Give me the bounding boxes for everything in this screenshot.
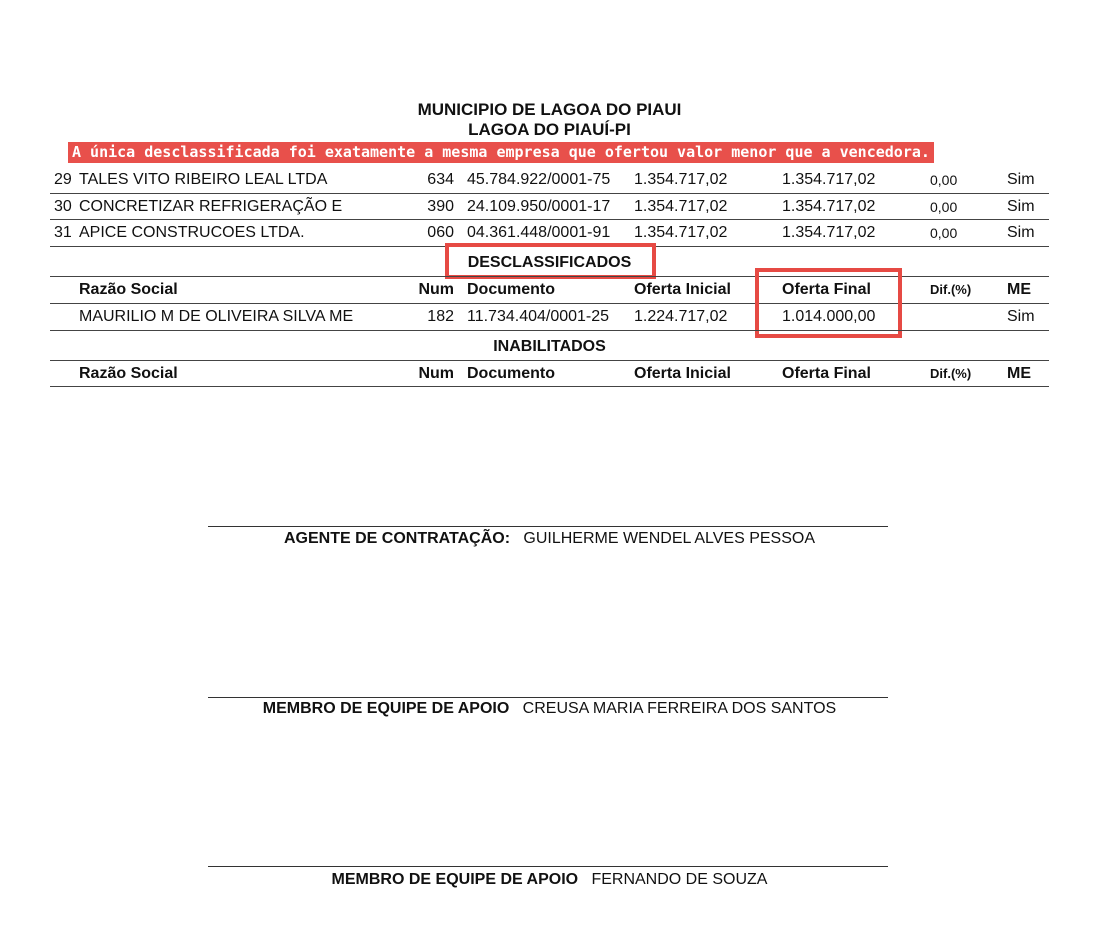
- header-razao-social: Razão Social: [79, 281, 178, 298]
- header-oferta-final: Oferta Final: [782, 365, 871, 382]
- row-position: 29: [54, 171, 72, 188]
- company-name: APICE CONSTRUCOES LTDA.: [79, 224, 305, 241]
- row-divider: [50, 330, 1049, 331]
- bid-number: 390: [427, 198, 454, 215]
- row-divider: [50, 219, 1049, 220]
- header-me: ME: [1007, 365, 1031, 382]
- table-row: [0, 305, 1099, 329]
- disqualified-section-title: DESCLASSIFICADOS: [467, 254, 632, 271]
- me-flag: Sim: [1007, 171, 1035, 188]
- signature-name: FERNANDO DE SOUZA: [591, 871, 768, 888]
- table-header-row: [0, 278, 1099, 302]
- difference-percent: 0,00: [930, 225, 958, 241]
- header-documento: Documento: [467, 281, 555, 298]
- header-dif: Dif.(%): [930, 366, 972, 381]
- bid-number: 182: [427, 308, 454, 325]
- signature-block: [0, 869, 1099, 891]
- initial-offer: 1.224.717,02: [634, 308, 728, 325]
- me-flag: Sim: [1007, 198, 1035, 215]
- header-documento: Documento: [467, 365, 555, 382]
- final-offer: 1.354.717,02: [782, 171, 876, 188]
- signature-block: [0, 698, 1099, 720]
- disabled-section-title: INABILITADOS: [493, 338, 606, 355]
- table-row: [0, 221, 1099, 245]
- section-divider: [50, 360, 1049, 361]
- initial-offer: 1.354.717,02: [634, 171, 728, 188]
- table-row: [0, 195, 1099, 219]
- row-position: 30: [54, 198, 72, 215]
- signature-role: MEMBRO DE EQUIPE DE APOIO: [331, 871, 579, 888]
- me-flag: Sim: [1007, 308, 1035, 325]
- company-name: MAURILIO M DE OLIVEIRA SILVA ME: [79, 308, 354, 325]
- table-header-row: [0, 362, 1099, 386]
- signature-name: CREUSA MARIA FERREIRA DOS SANTOS: [522, 700, 837, 717]
- difference-percent: 0,00: [930, 172, 958, 188]
- highlight-box-final-offer: [755, 268, 902, 338]
- signature-block: [0, 528, 1099, 550]
- header-oferta-inicial: Oferta Inicial: [634, 365, 731, 382]
- cnpj-document: 04.361.448/0001-91: [467, 224, 611, 241]
- cnpj-document: 45.784.922/0001-75: [467, 171, 611, 188]
- municipality-title: MUNICIPIO DE LAGOA DO PIAUI: [417, 100, 682, 119]
- signature-role: AGENTE DE CONTRATAÇÃO:: [283, 530, 511, 547]
- signature-line: [208, 526, 888, 527]
- initial-offer: 1.354.717,02: [634, 224, 728, 241]
- signature-name: GUILHERME WENDEL ALVES PESSOA: [523, 530, 816, 547]
- cnpj-document: 24.109.950/0001-17: [467, 198, 611, 215]
- header-oferta-inicial: Oferta Inicial: [634, 281, 731, 298]
- header-dif: Dif.(%): [930, 282, 972, 297]
- table-row: [0, 168, 1099, 192]
- cnpj-document: 11.734.404/0001-25: [467, 308, 610, 325]
- final-offer: 1.354.717,02: [782, 224, 876, 241]
- header-razao-social: Razão Social: [79, 365, 178, 382]
- row-divider: [50, 193, 1049, 194]
- bid-number: 634: [427, 171, 454, 188]
- company-name: CONCRETIZAR REFRIGERAÇÃO E: [79, 198, 343, 215]
- me-flag: Sim: [1007, 224, 1035, 241]
- bid-number: 060: [427, 224, 454, 241]
- row-divider: [50, 386, 1049, 387]
- signature-line: [208, 866, 888, 867]
- annotation-banner: A única desclassificada foi exatamente a mesma empresa que ofertou valor menor que a vencedora.: [68, 142, 934, 163]
- final-offer: 1.354.717,02: [782, 198, 876, 215]
- highlight-box-disqualified: [445, 243, 656, 279]
- difference-percent: 0,00: [930, 199, 958, 215]
- header-num: Num: [418, 365, 454, 382]
- company-name: TALES VITO RIBEIRO LEAL LTDA: [79, 171, 328, 188]
- final-offer: 1.014.000,00: [782, 308, 876, 325]
- initial-offer: 1.354.717,02: [634, 198, 728, 215]
- header-me: ME: [1007, 281, 1031, 298]
- header-oferta-final: Oferta Final: [782, 281, 871, 298]
- signature-role: MEMBRO DE EQUIPE DE APOIO: [262, 700, 510, 717]
- row-position: 31: [54, 224, 72, 241]
- header-num: Num: [418, 281, 454, 298]
- city-subtitle: LAGOA DO PIAUÍ-PI: [468, 120, 631, 139]
